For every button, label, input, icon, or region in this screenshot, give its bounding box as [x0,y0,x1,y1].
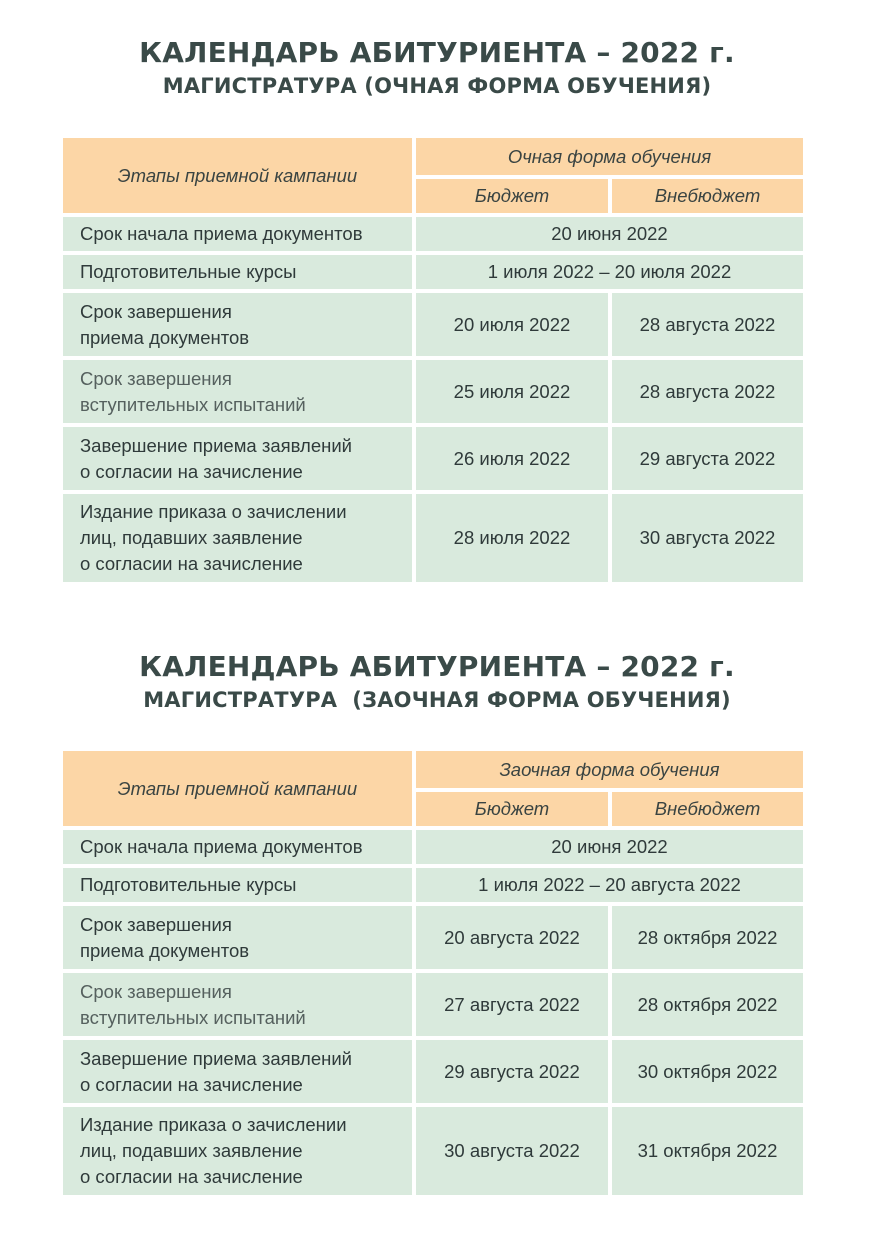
page-title: КАЛЕНДАРЬ АБИТУРИЕНТА – 2022 г. [139,36,735,69]
nonbudget-date: 28 августа 2022 [612,360,803,423]
table-row [63,494,803,582]
table-row [63,830,803,864]
nonbudget-date: 31 октября 2022 [612,1107,803,1195]
stage-label: Завершение приема заявлений [80,1047,353,1069]
stage-label: о согласии на зачисление [80,553,303,574]
date-value: 20 июня 2022 [416,217,803,251]
stage-label: Завершение приема заявлений [80,434,353,456]
stage-label: о согласии на зачисление [80,1073,303,1095]
header-budget: Бюджет [416,179,608,213]
budget-date: 20 июля 2022 [416,293,608,356]
table-row [63,255,803,289]
budget-date: 27 августа 2022 [416,973,608,1036]
stage-label: Срок завершения [80,980,232,1002]
calendar-table-zaochnaya [59,747,807,1199]
header-budget: Бюджет [416,792,608,826]
stage-label: Срок начала приема документов [80,836,363,857]
page-subtitle: МАГИСТРАТУРА (ЗАОЧНАЯ ФОРМА ОБУЧЕНИЯ) [143,688,731,712]
budget-date: 20 августа 2022 [416,906,608,969]
page-subtitle: МАГИСТРАТУРА (ОЧНАЯ ФОРМА ОБУЧЕНИЯ) [162,74,712,98]
budget-date: 25 июля 2022 [416,360,608,423]
stage-label: Издание приказа о зачислении [80,501,347,522]
nonbudget-date: 28 октября 2022 [612,906,803,969]
table-row [63,906,803,969]
budget-date: 30 августа 2022 [416,1107,608,1195]
nonbudget-date: 30 октября 2022 [612,1040,803,1103]
header-form: Очная форма обучения [416,138,803,175]
table-row [63,293,803,356]
nonbudget-date: 28 августа 2022 [612,293,803,356]
header-stages: Этапы приемной кампании [63,751,412,826]
stage-label: Издание приказа о зачислении [80,1114,347,1135]
date-value: 1 июля 2022 – 20 июля 2022 [416,255,803,289]
title-block-zaochnaya [0,650,874,714]
page-title: КАЛЕНДАРЬ АБИТУРИЕНТА – 2022 г. [139,650,735,683]
nonbudget-date: 28 октября 2022 [612,973,803,1036]
table-row [63,217,803,251]
stage-label: Срок завершения [80,913,232,935]
stage-label: Подготовительные курсы [80,261,297,282]
table-row [63,868,803,902]
stage-label: о согласии на зачисление [80,460,303,482]
stage-label: Срок завершения [80,367,232,389]
header-stages: Этапы приемной кампании [63,138,412,213]
table-row [63,1107,803,1195]
stage-label: Срок начала приема документов [80,223,363,244]
title-block-ochnaya [0,36,874,100]
stage-label: лиц, подавших заявление [80,527,303,548]
stage-label: приема документов [80,326,250,348]
table-row [63,427,803,490]
date-value: 1 июля 2022 – 20 августа 2022 [416,868,803,902]
nonbudget-date: 29 августа 2022 [612,427,803,490]
stage-label: приема документов [80,939,250,961]
stage-label: Срок завершения [80,300,232,322]
header-nonbudget: Внебюджет [612,179,803,213]
table-row [63,1040,803,1103]
date-value: 20 июня 2022 [416,830,803,864]
stage-label: о согласии на зачисление [80,1166,303,1187]
budget-date: 28 июля 2022 [416,494,608,582]
budget-date: 26 июля 2022 [416,427,608,490]
table-row [63,360,803,423]
budget-date: 29 августа 2022 [416,1040,608,1103]
stage-label: лиц, подавших заявление [80,1140,303,1161]
calendar-table-ochnaya [59,134,807,586]
stage-label: Подготовительные курсы [80,874,297,895]
header-form: Заочная форма обучения [416,751,803,788]
table-row [63,973,803,1036]
nonbudget-date: 30 августа 2022 [612,494,803,582]
stage-label: вступительных испытаний [80,1006,306,1028]
header-nonbudget: Внебюджет [612,792,803,826]
stage-label: вступительных испытаний [80,393,306,415]
